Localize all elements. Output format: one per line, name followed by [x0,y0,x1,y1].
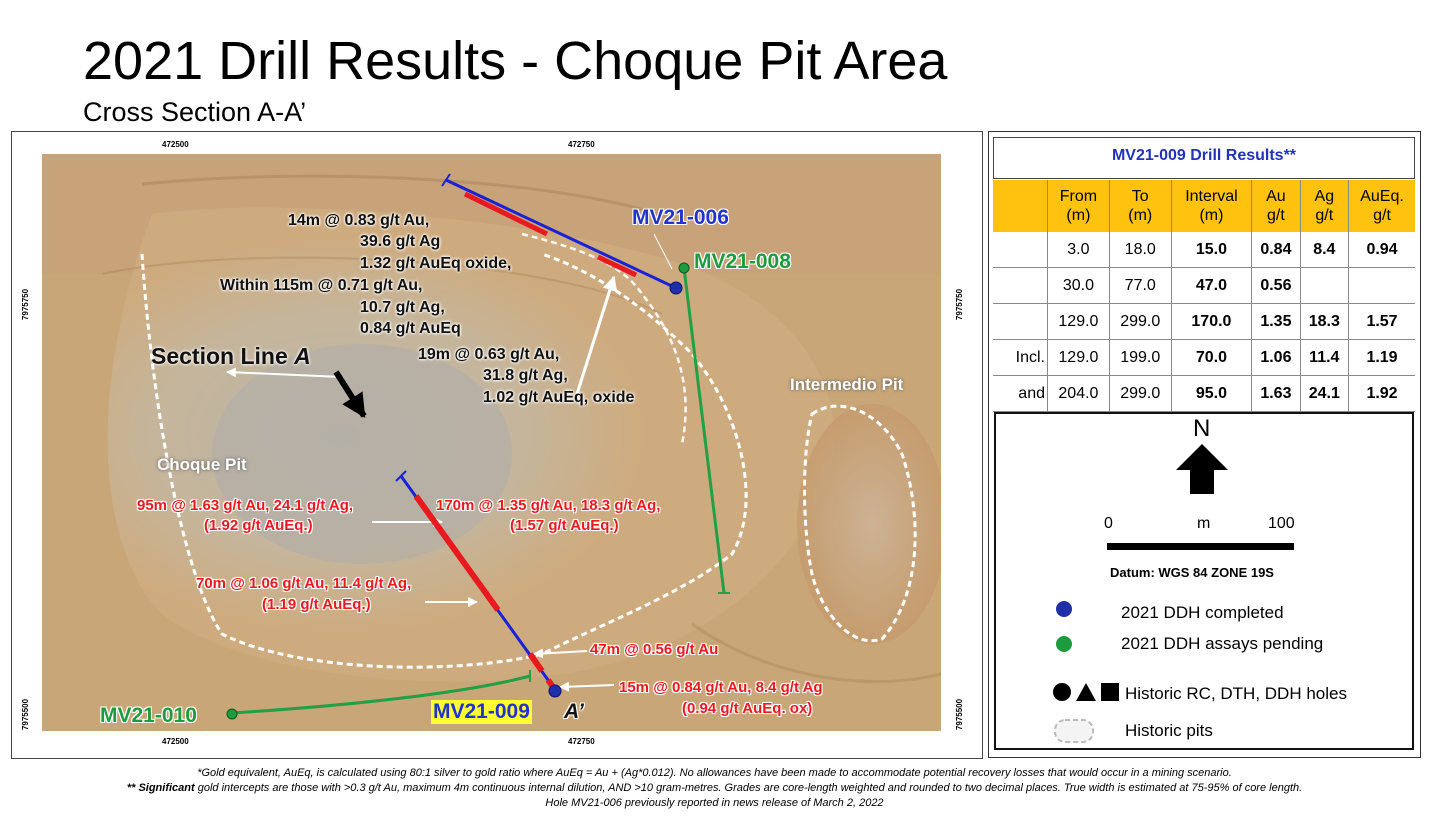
results-table-cell: 299.0 [1109,376,1171,412]
results-table-cell: 1.35 [1252,304,1300,340]
results-table-row [993,232,1415,268]
section-end-label: A’ [564,700,584,723]
annotation-text: Within 115m @ 0.71 g/t Au, [220,277,423,294]
results-table-row [993,340,1415,376]
annotation-text: 0.84 g/t AuEq [360,320,461,337]
results-table-cell [993,304,1048,340]
results-table-cell: 0.94 [1349,232,1415,268]
annotation-text: 19m @ 0.63 g/t Au, [418,346,560,363]
footnote-significant: ** Significant gold intercepts are those with >0.3 g/t Au, maximum 4m continuous internal dilution, AND >10 gram-metres. Grades are core-length weighted and rounded to two decimal places. True width is estimated at 75-95% of core length. [126,782,1303,794]
results-table-cell: 18.0 [1109,232,1171,268]
datum-label: Datum: WGS 84 ZONE 19S [1110,565,1274,580]
results-table-cell: 95.0 [1171,376,1252,412]
north-arrow-icon [1176,444,1228,494]
historic-holes-icon [1052,682,1120,702]
footnote-gold-equivalent: *Gold equivalent, AuEq, is calculated using 80:1 silver to gold ratio where AuEq = Au + (Ag*0.012). No allowances have been made to accommodate potential recovery losses that would occur in a mining scenario. [197,767,1232,779]
results-table-cell: 129.0 [1048,304,1110,340]
results-table-cell: 129.0 [1048,340,1110,376]
results-table-column-header: Interval (m) [1171,180,1252,232]
legend-pending: 2021 DDH assays pending [1121,634,1324,653]
intercept-label: 15m @ 0.84 g/t Au, 8.4 g/t Ag [619,679,823,696]
results-table-cell: 70.0 [1171,340,1252,376]
results-table-cell: 77.0 [1109,268,1171,304]
intercept-label: 47m @ 0.56 g/t Au [590,641,719,658]
results-table-cell [993,232,1048,268]
collar-pending[interactable] [679,263,689,273]
results-table-cell: and [993,376,1048,412]
results-table-column-header: From (m) [1048,180,1110,232]
results-table-column-header: Ag g/t [1300,180,1348,232]
results-table-cell: 18.3 [1300,304,1348,340]
collar-pending[interactable] [227,709,237,719]
completed-hole-icon [1054,599,1074,619]
footnote-mv21-006: Hole MV21-006 previously reported in news release of March 2, 2022 [545,797,884,809]
results-table-cell: 1.57 [1349,304,1415,340]
intercept-label: (1.57 g/t AuEq.) [510,517,619,534]
results-table-cell: 30.0 [1048,268,1110,304]
results-table-column-header: AuEq. g/t [1349,180,1415,232]
results-table [993,180,1415,412]
legend-completed: 2021 DDH completed [1121,603,1284,622]
intercept-label: 170m @ 1.35 g/t Au, 18.3 g/t Ag, [436,497,661,514]
results-table-cell: 8.4 [1300,232,1348,268]
results-table-cell [1300,268,1348,304]
results-table-cell: 170.0 [1171,304,1252,340]
easting-label: 472500 [162,140,189,149]
hole-label-mv21-008[interactable]: MV21-008 [694,250,791,273]
annotation-text: 39.6 g/t Ag [360,233,441,250]
intermedio-pit-terrain [797,404,941,644]
intercept-label: 70m @ 1.06 g/t Au, 11.4 g/t Ag, [196,575,412,592]
historic-pits-icon [1052,717,1096,745]
easting-label: 472500 [162,737,189,746]
pending-hole-icon [1054,634,1074,654]
results-table-row [993,268,1415,304]
legend-historic-pits: Historic pits [1125,721,1213,740]
results-table-cell: 47.0 [1171,268,1252,304]
results-table-column-header: Au g/t [1252,180,1300,232]
intermedio-pit-label: Intermedio Pit [790,375,904,394]
results-table-cell: 24.1 [1300,376,1348,412]
results-table-cell: 15.0 [1171,232,1252,268]
section-line-label: Section Line A [151,343,311,369]
annotation-text: 10.7 g/t Ag, [360,299,445,316]
results-table-cell: 1.63 [1252,376,1300,412]
results-table-cell: 0.84 [1252,232,1300,268]
easting-label: 472750 [568,737,595,746]
results-table-cell: 204.0 [1048,376,1110,412]
northing-label: 7975750 [955,288,965,321]
results-table-cell: 1.06 [1252,340,1300,376]
results-table-cell: 3.0 [1048,232,1110,268]
northing-label: 7975500 [955,698,965,731]
intercept-label: 95m @ 1.63 g/t Au, 24.1 g/t Ag, [137,497,354,514]
results-table-cell: 0.56 [1252,268,1300,304]
scale-bar [1107,543,1294,550]
intercept-label: (1.92 g/t AuEq.) [204,517,313,534]
collar-completed[interactable] [670,282,682,294]
results-table-cell [1349,268,1415,304]
choque-pit-label: Choque Pit [157,455,247,474]
hole-label-mv21-006[interactable]: MV21-006 [632,206,729,229]
results-table-cell: 299.0 [1109,304,1171,340]
scale-hundred: 100 [1268,515,1295,532]
northing-label: 7975750 [21,288,31,321]
intercept-label: (1.19 g/t AuEq.) [262,596,371,613]
scale-zero: 0 [1104,515,1113,532]
north-label: N [1193,415,1211,442]
results-table-column-header [993,180,1048,232]
results-table-row [993,376,1415,412]
results-table-cell: Incl. [993,340,1048,376]
collar-completed[interactable] [549,685,561,697]
results-table-header [993,180,1415,232]
page-subtitle: Cross Section A-A’ [83,97,307,127]
annotation-text: 1.32 g/t AuEq oxide, [360,255,512,272]
results-table-title: MV21-009 Drill Results** [993,137,1415,179]
results-table-cell: 199.0 [1109,340,1171,376]
legend-historic-holes: Historic RC, DTH, DDH holes [1125,684,1347,703]
results-table-column-header: To (m) [1109,180,1171,232]
results-table-cell: 11.4 [1300,340,1348,376]
easting-label: 472750 [568,140,595,149]
satellite-map[interactable] [42,154,941,731]
map-canvas [42,154,941,731]
results-table-cell: 1.92 [1349,376,1415,412]
annotation-text: 1.02 g/t AuEq, oxide [483,389,635,406]
page-title: 2021 Drill Results - Choque Pit Area [83,31,948,91]
intercept-label: (0.94 g/t AuEq. ox) [682,700,813,717]
results-table-row [993,304,1415,340]
annotation-text: 14m @ 0.83 g/t Au, [288,212,430,229]
hole-label-mv21-009[interactable]: MV21-009 [433,700,530,723]
annotation-text: 31.8 g/t Ag, [483,367,568,384]
scale-unit: m [1197,515,1211,532]
results-table-cell [993,268,1048,304]
results-table-cell: 1.19 [1349,340,1415,376]
hole-label-mv21-010[interactable]: MV21-010 [100,704,197,727]
northing-label: 7975500 [21,698,31,731]
